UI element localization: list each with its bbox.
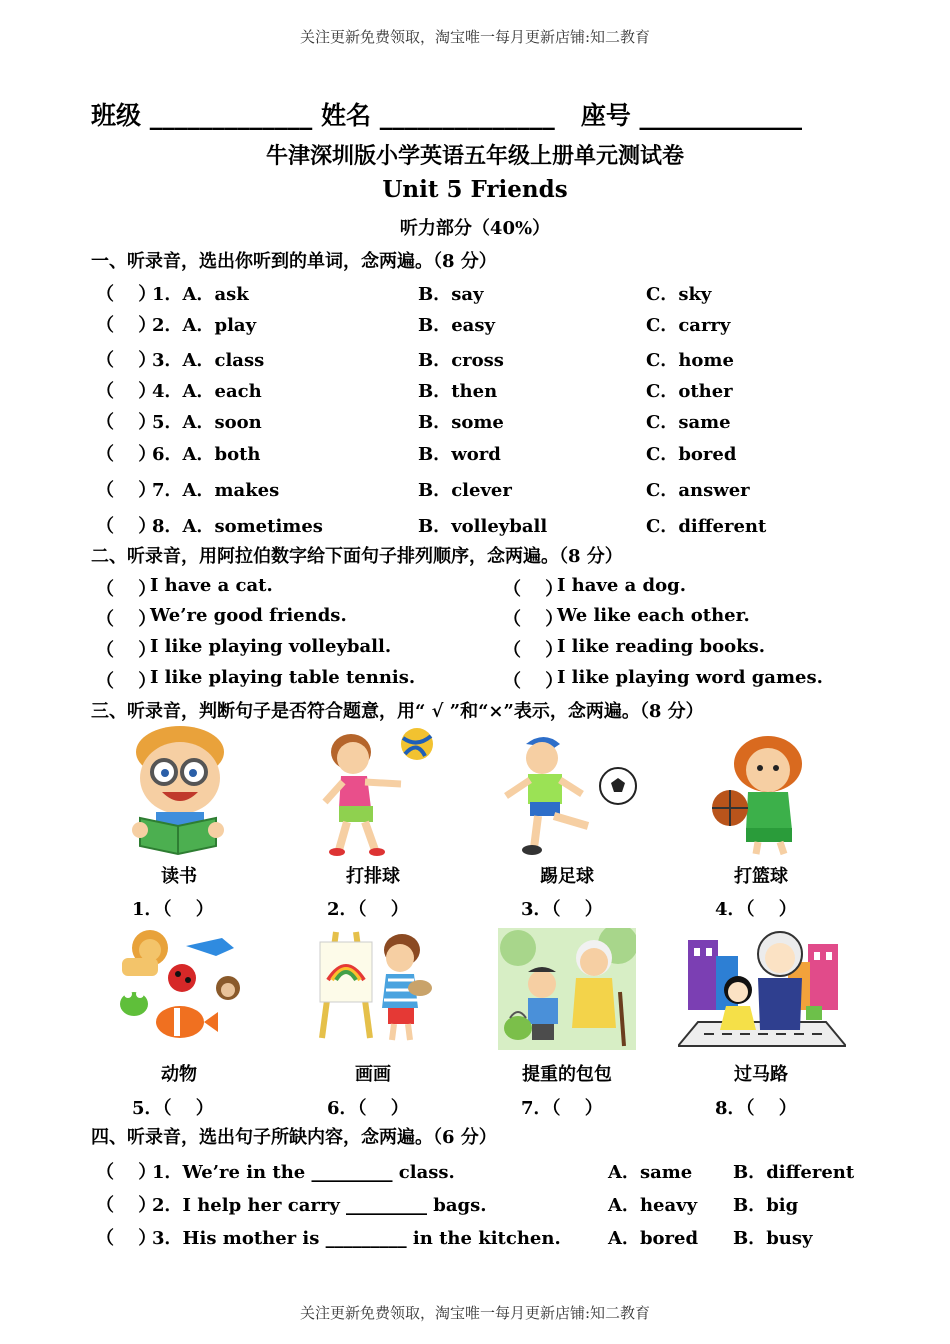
subtitle: 听力部分（40%）	[399, 218, 551, 239]
section1-heading: 一、听录音，选出你听到的单词，念两遍。（8 分）	[91, 251, 497, 272]
list-item	[0, 280, 950, 306]
list-item	[0, 512, 950, 538]
option-a: 7．A．makes	[152, 480, 280, 501]
order-bracket[interactable]: （ ）	[96, 609, 157, 630]
answer-bracket[interactable]: （ ）	[96, 284, 157, 305]
boy-football-icon	[494, 730, 644, 856]
list-item	[0, 311, 950, 337]
option-b: B．volleyball	[418, 516, 548, 537]
answer-bracket[interactable]: （ ）	[96, 444, 157, 465]
judge-bracket-8[interactable]: 8．（ ）	[715, 1098, 797, 1119]
option-b: B．then	[418, 381, 498, 402]
caption-bags: 提重的包包	[522, 1064, 612, 1085]
list-item	[0, 636, 950, 662]
caption-animals: 动物	[161, 1064, 197, 1085]
caption-basketball: 打篮球	[734, 866, 788, 887]
sentence: I like playing volleyball.	[150, 636, 392, 657]
option-b: B．different	[733, 1162, 855, 1183]
sentence: I have a dog.	[557, 575, 686, 596]
list-item	[0, 1191, 950, 1217]
question: 1．We’re in the _________ class.	[152, 1162, 455, 1183]
option-b: B．big	[733, 1195, 799, 1216]
question: 2．I help her carry _________ bags.	[152, 1195, 487, 1216]
option-a: 2．A．play	[152, 315, 257, 336]
boy-grandma-bags-icon	[498, 928, 636, 1050]
judge-bracket-7[interactable]: 7．（ ）	[521, 1098, 603, 1119]
order-bracket[interactable]: （ ）	[96, 671, 157, 692]
order-bracket[interactable]: （ ）	[503, 640, 564, 661]
option-a: A．bored	[608, 1228, 699, 1249]
order-bracket[interactable]: （ ）	[96, 640, 157, 661]
sentence: We like each other.	[557, 605, 750, 626]
answer-bracket[interactable]: （ ）	[96, 1162, 157, 1183]
class-blank[interactable]: _____________	[149, 101, 313, 130]
order-bracket[interactable]: （ ）	[96, 579, 157, 600]
girl-painting-icon	[310, 928, 436, 1046]
crossing-road-icon	[678, 926, 846, 1050]
animals-icon	[104, 928, 254, 1046]
question: 3．His mother is _________ in the kitchen.	[152, 1228, 561, 1249]
caption-football: 踢足球	[540, 866, 594, 887]
option-b: B．say	[418, 284, 484, 305]
option-a: 8．A．sometimes	[152, 516, 323, 537]
option-a: A．heavy	[608, 1195, 698, 1216]
caption-painting: 画画	[355, 1064, 391, 1085]
judge-bracket-6[interactable]: 6．（ ）	[327, 1098, 409, 1119]
option-b: B．busy	[733, 1228, 813, 1249]
sentence: I like playing table tennis.	[150, 667, 416, 688]
caption-volleyball: 打排球	[346, 866, 400, 887]
option-b: B．clever	[418, 480, 512, 501]
list-item	[0, 605, 950, 631]
option-a: 5．A．soon	[152, 412, 262, 433]
option-b: B．some	[418, 412, 504, 433]
order-bracket[interactable]: （ ）	[503, 671, 564, 692]
option-c: C．carry	[646, 315, 731, 336]
list-item	[0, 476, 950, 502]
order-bracket[interactable]: （ ）	[503, 579, 564, 600]
page-title: 牛津深圳版小学英语五年级上册单元测试卷	[265, 143, 684, 169]
name-blank[interactable]: ______________	[379, 101, 555, 130]
option-c: C．same	[646, 412, 731, 433]
seat-label: 座号	[580, 101, 631, 130]
judge-bracket-2[interactable]: 2．（ ）	[327, 899, 409, 920]
list-item	[0, 667, 950, 693]
section4-heading: 四、听录音，选出句子所缺内容，念两遍。（6 分）	[91, 1127, 497, 1148]
answer-bracket[interactable]: （ ）	[96, 1228, 157, 1249]
answer-bracket[interactable]: （ ）	[96, 350, 157, 371]
option-a: 6．A．both	[152, 444, 261, 465]
girl-basketball-icon	[704, 734, 820, 856]
list-item	[0, 408, 950, 434]
judge-bracket-3[interactable]: 3．（ ）	[521, 899, 603, 920]
caption-reading: 读书	[161, 866, 197, 887]
class-label: 班级	[91, 101, 142, 130]
list-item	[0, 377, 950, 403]
list-item	[0, 1158, 950, 1184]
judge-bracket-1[interactable]: 1．（ ）	[132, 899, 214, 920]
list-item	[0, 346, 950, 372]
boy-reading-icon	[118, 726, 238, 856]
option-a: 4．A．each	[152, 381, 262, 402]
page-footer: 关注更新免费领取，淘宝唯一每月更新店铺:知二教育	[299, 1304, 651, 1322]
list-item	[0, 440, 950, 466]
list-item	[0, 1224, 950, 1250]
page-header: 关注更新免费领取，淘宝唯一每月更新店铺:知二教育	[299, 28, 651, 46]
option-b: B．word	[418, 444, 501, 465]
list-item	[0, 575, 950, 601]
option-c: C．answer	[646, 480, 750, 501]
option-a: A．same	[608, 1162, 693, 1183]
option-a: 3．A．class	[152, 350, 265, 371]
order-bracket[interactable]: （ ）	[503, 609, 564, 630]
answer-bracket[interactable]: （ ）	[96, 516, 157, 537]
option-c: C．bored	[646, 444, 737, 465]
caption-crossing: 过马路	[734, 1064, 788, 1085]
option-c: C．different	[646, 516, 767, 537]
answer-bracket[interactable]: （ ）	[96, 480, 157, 501]
judge-bracket-4[interactable]: 4．（ ）	[715, 899, 797, 920]
seat-blank[interactable]: _____________	[639, 101, 803, 130]
girl-volleyball-icon	[305, 726, 435, 856]
option-c: C．sky	[646, 284, 712, 305]
sentence: I have a cat.	[150, 575, 273, 596]
sentence: We’re good friends.	[150, 605, 347, 626]
unit-title: Unit 5 Friends	[382, 176, 568, 203]
name-label: 姓名	[320, 101, 371, 130]
option-a: 1．A．ask	[152, 284, 249, 305]
answer-bracket[interactable]: （ ）	[96, 1195, 157, 1216]
option-b: B．easy	[418, 315, 495, 336]
option-c: C．other	[646, 381, 733, 402]
sentence: I like playing word games.	[557, 667, 823, 688]
judge-bracket-5[interactable]: 5．（ ）	[132, 1098, 214, 1119]
sentence: I like reading books.	[557, 636, 765, 657]
option-b: B．cross	[418, 350, 504, 371]
answer-bracket[interactable]: （ ）	[96, 412, 157, 433]
answer-bracket[interactable]: （ ）	[96, 315, 157, 336]
option-c: C．home	[646, 350, 734, 371]
info-line	[91, 96, 802, 132]
answer-bracket[interactable]: （ ）	[96, 381, 157, 402]
section2-heading: 二、听录音，用阿拉伯数字给下面句子排列顺序，念两遍。（8 分）	[91, 546, 623, 567]
section3-heading: 三、听录音，判断句子是否符合题意，用“ √ ”和“×”表示，念两遍。（8 分）	[91, 701, 704, 722]
